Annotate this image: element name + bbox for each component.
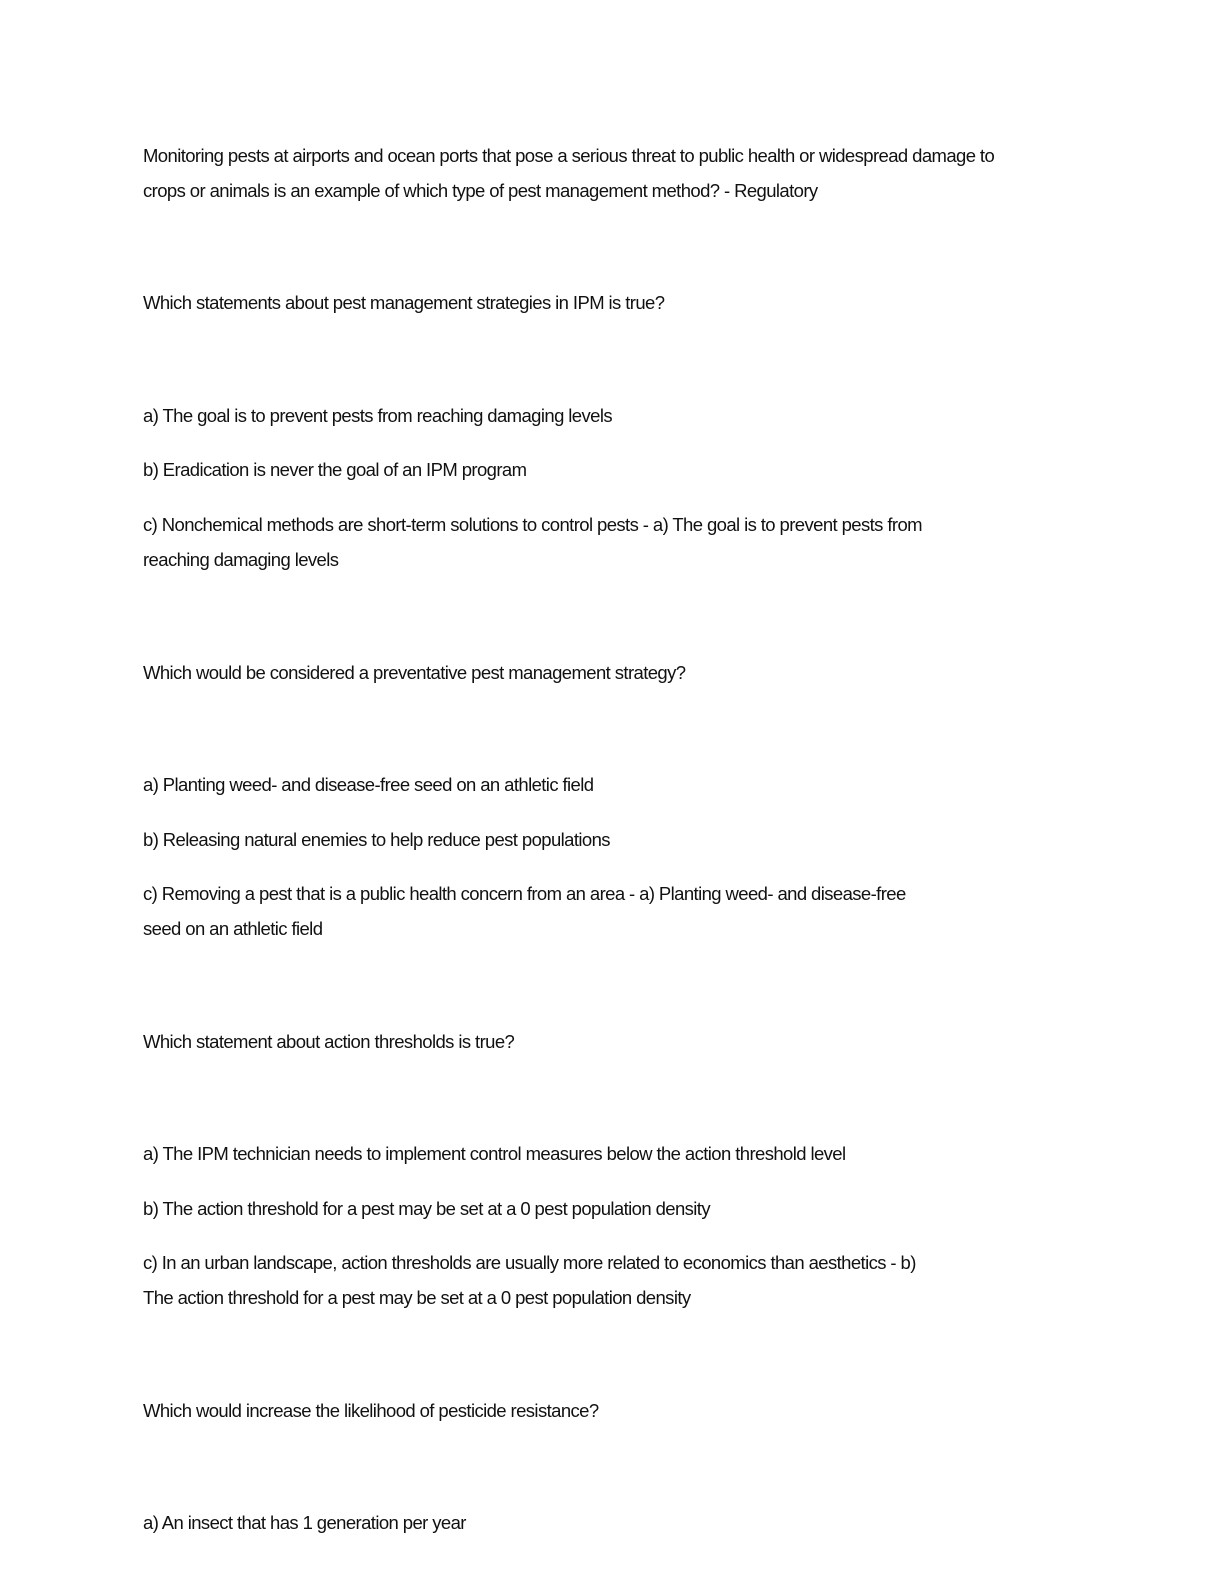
question-4-option-c-line-2: The action threshold for a pest may be set at a 0 pest population density bbox=[143, 1287, 691, 1308]
question-2-option-c-line-1: c) Nonchemical methods are short-term solutions to control pests - a) The goal is to prevent pests from bbox=[143, 514, 922, 535]
question-3-text: Which would be considered a preventative pest management strategy? bbox=[143, 662, 686, 683]
question-2-option-c-line-2: reaching damaging levels bbox=[143, 549, 339, 570]
question-5-option-a: a) An insect that has 1 generation per year bbox=[143, 1512, 466, 1533]
question-3-option-b: b) Releasing natural enemies to help reduce pest populations bbox=[143, 829, 610, 850]
question-3-option-a: a) Planting weed- and disease-free seed on an athletic field bbox=[143, 774, 594, 795]
question-3-option-c-line-2: seed on an athletic field bbox=[143, 918, 323, 939]
question-4-option-c-line-1: c) In an urban landscape, action thresholds are usually more related to economics than aesthetics - b) bbox=[143, 1252, 916, 1273]
question-3-option-c-line-1: c) Removing a pest that is a public health concern from an area - a) Planting weed- and disease-free bbox=[143, 883, 906, 904]
question-1-text-line-1: Monitoring pests at airports and ocean ports that pose a serious threat to public health or widespread damage to bbox=[143, 145, 995, 166]
question-5-text: Which would increase the likelihood of pesticide resistance? bbox=[143, 1400, 599, 1421]
question-2-text: Which statements about pest management strategies in IPM is true? bbox=[143, 292, 665, 313]
question-4-text: Which statement about action thresholds is true? bbox=[143, 1031, 515, 1052]
question-2-option-b: b) Eradication is never the goal of an IPM program bbox=[143, 459, 527, 480]
question-4-option-b: b) The action threshold for a pest may be set at a 0 pest population density bbox=[143, 1198, 710, 1219]
question-4-option-a: a) The IPM technician needs to implement control measures below the action threshold level bbox=[143, 1143, 846, 1164]
question-1-text-line-2: crops or animals is an example of which type of pest management method? - Regulatory bbox=[143, 180, 818, 201]
question-2-option-a: a) The goal is to prevent pests from reaching damaging levels bbox=[143, 405, 612, 426]
